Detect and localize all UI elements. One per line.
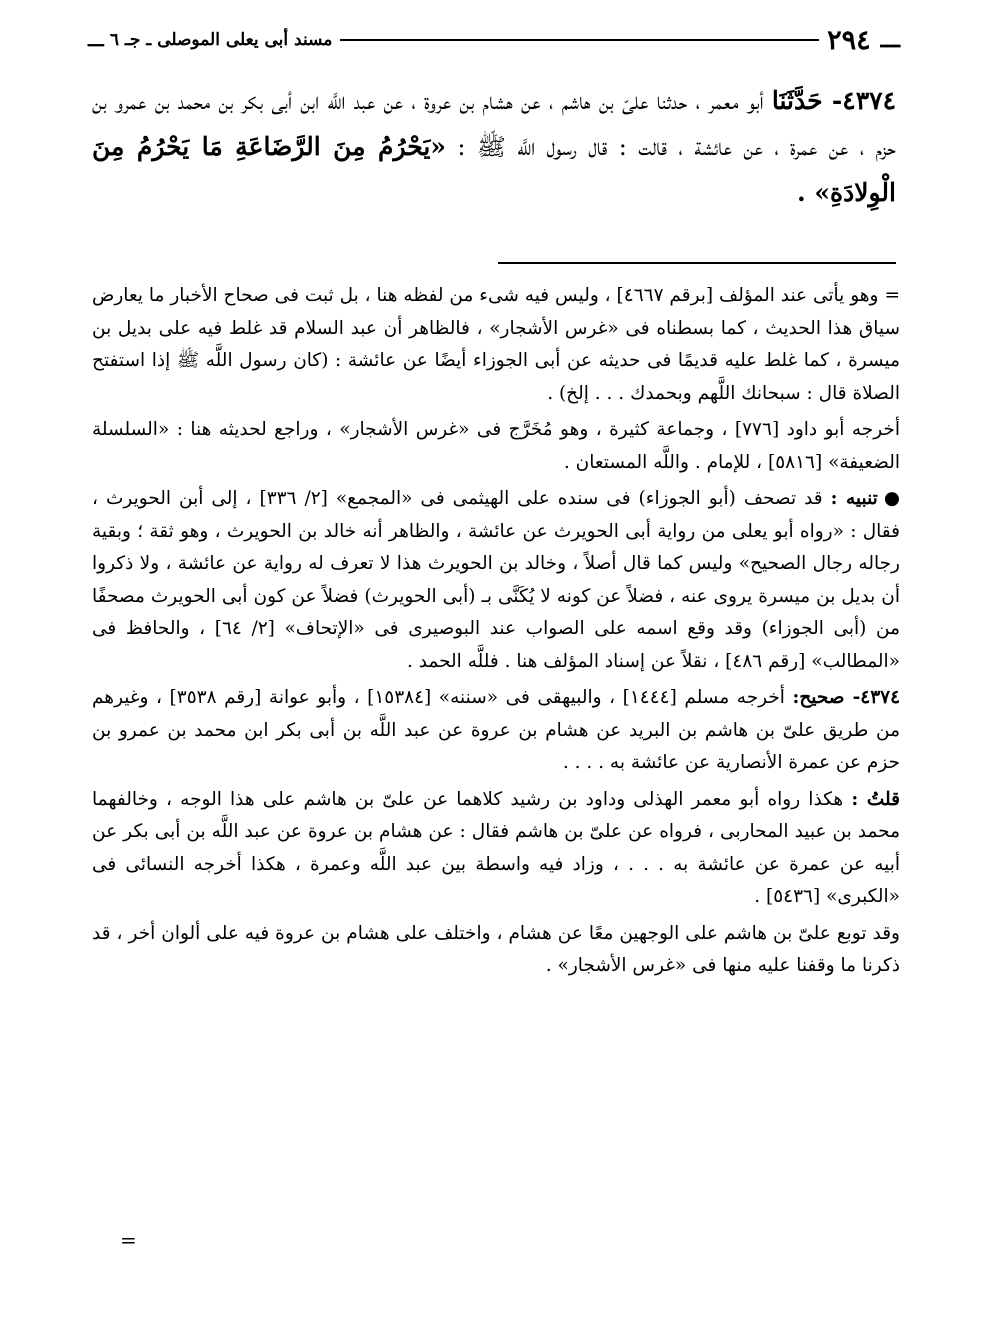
note-continuation [92,280,900,410]
qultu-label: قلتُ : [851,788,900,810]
tanbih-label: تنبيه : [830,488,878,509]
note-qultu [92,784,900,914]
note-text-4: أخرجه مسلم [١٤٤٤] ، والبيهقى فى «سننه» [١٥٣٨٤] ، وأبو عوانة [رقم ٣٥٣٨] ، وغيرهم من طريق علىّ بن هاشم بن البريد عن هشام بن عروة عن عبد اللَّه بن أبى بكر ابن محمد بن عمرو بن حزم عن عمرة الأنصارية عن عائشة به . . . . [92,687,900,773]
page-number: ٢٩٤ [827,24,871,56]
hadith-number: ٤٣٧٤ [842,86,896,115]
running-title: مسند أبى يعلى الموصلى ـ جـ ٦ [109,30,333,50]
note-final [92,918,900,983]
hadith-quote: «يَحْرُمُ مِنَ الرَّضَاعَةِ مَا يَحْرُمُ مِنَ الْوِلادَةِ» . [92,132,896,207]
footnote-divider [498,262,896,264]
hadith-intro: - حَدَّثَنَا [771,86,843,115]
note-tanbih [92,483,900,678]
note-text-1: وهو يأتى عند المؤلف [برقم ٤٦٦٧] ، وليس فيه شىء من لفظه هنا ، بل ثبت فى صحاح الأخبار ما يعارض سياق هذا الحديث ، كما بسطناه فى «غرس الأشجار» ، فالظاهر أن عبد السلام قد غلط فيه على بديل بن ميسرة ، كما غلط عليه قديمًا فى حديثه عن أبى الجوزاء أيضًا عن عائشة : (كان رسول اللَّه ﷺ إذا استفتح الصلاة قال : سبحانك اللَّهم وبحمدك . . . إلخ) . [92,285,900,404]
note-hadith-grading [92,682,900,780]
continuation-mark: = [884,285,900,306]
page-header [88,22,900,58]
note-takhrij [92,414,900,479]
header-trailing-dash: ـــ [88,29,104,51]
grading-label: ٤٣٧٤- صحيح: [792,687,901,708]
note-text-2: أخرجه أبو داود [٧٧٦] ، وجماعة كثيرة ، وهو مُخَرَّج فى «غرس الأشجار» ، وراجع لحديثه هنا : «السلسلة الضعيفة» [٥٨١٦] ، للإمام . واللَّه المستعان . [92,419,900,473]
note-text-3: قد تصحف (أبو الجوزاء) فى سنده على الهيثمى فى «المجمع» [٢/ ٣٣٦] ، إلى أبن الحويرث ، فقال : «رواه أبو يعلى من رواية أبى الحويرث عن عائشة ، والظاهر أنه خالد بن الحويرث ، وهو ثقة ؛ وبقية رجاله رجال الصحيح» وليس كما قال أصلاً ، وخالد بن الحويرث هذا لا تعرف له رواية عن عائشة ، ولا ذكروا أن بديل بن ميسرة يروى عنه ، فضلاً عن كونه لا يُكَنَّى بـ (أبى الحويرث) فضلاً عن كون أبى الحويرث مصحفًا من (أبى الجوزاء) وقد وقع اسمه على الصواب عند البوصيرى فى «الإتحاف» [٢/ ٦٤] ، والحافظ فى «المطالب» [رقم ٤٨٦] ، نقلاً عن إسناد المؤلف هنا . فللَّه الحمد . [92,488,900,672]
note-text-6: وقد توبع علىّ بن هاشم على الوجهين معًا عن هشام ، واختلف على هشام بن عروة فيه على ألوان أخر ، قد ذكرنا ما وقفنا عليه منها فى «غرس الأشجار» . [92,922,900,976]
hadith-text [92,78,896,216]
hadith-body: أبو معمر ، حدثنا علىّ بن هاشم ، عن هشام بن عروة ، عن عبد اللَّه ابن أبى بكر بن محمد بن عمرو بن حزم ، عن عمرة ، عن عائشة ، قالت : قال رسول اللَّه ﷺ : [92,87,896,161]
note-text-5: هكذا رواه أبو معمر الهذلى وداود بن رشيد كلاهما عن علىّ بن هاشم على هذا الوجه ، وخالفهما محمد بن عبيد المحاربى ، فرواه عن علىّ بن هاشم فقال : عن هشام بن عروة عن عبد اللَّه بن أبى بكر عن أبيه عن عمرة عن عائشة به . . . ، وزاد فيه واسطة بين عبد اللَّه وعمرة ، هكذا أخرجه النسائى فى «الكبرى» [٥٤٣٦] . [92,788,900,907]
bullet-icon: ● [883,488,900,509]
header-dash: ـــ [880,27,900,53]
continuation-end-mark: = [120,1228,137,1252]
footnotes [92,280,900,987]
header-rule [340,39,819,41]
